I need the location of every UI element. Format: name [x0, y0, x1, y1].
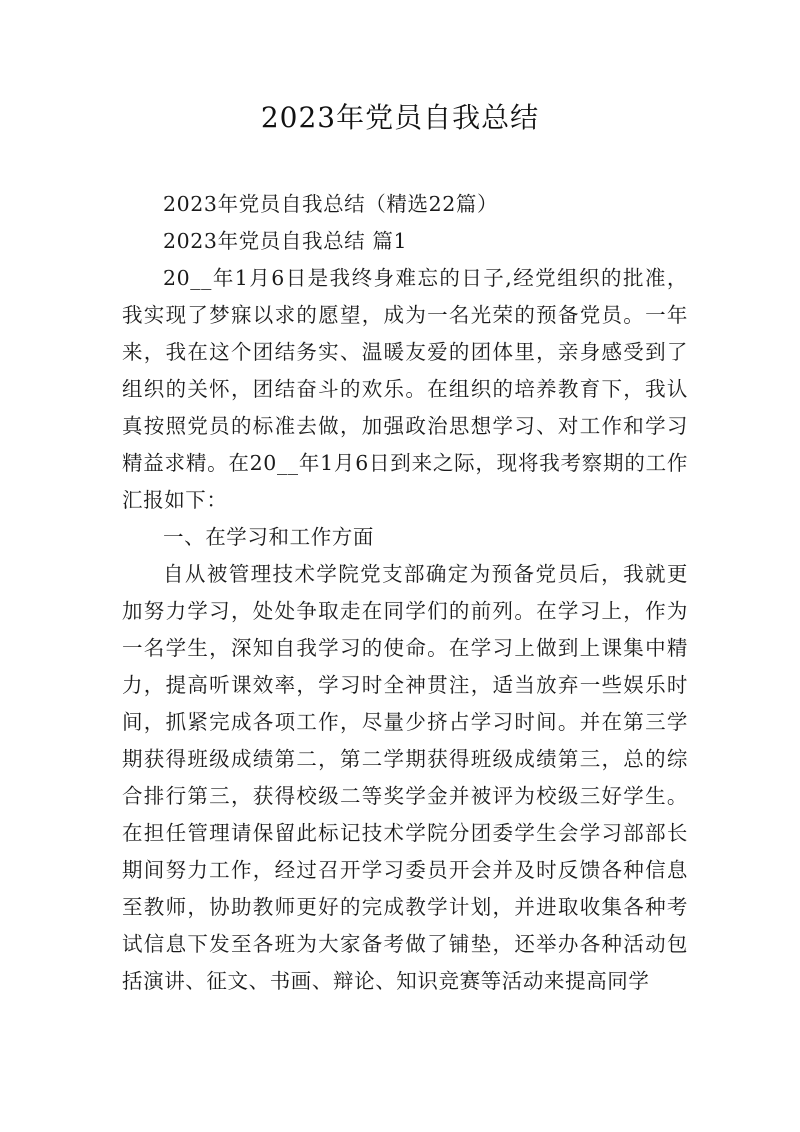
chapter-heading: 2023年党员自我总结 篇1	[163, 229, 408, 253]
paragraph-study-work: 自从被管理技术学院党支部确定为预备党员后，我就更加努力学习，处处争取走在同学们的前列。在学习上，作为一名学生，深知自我学习的使命。在学习上做到上课集中精力，提高听课效率，学习时全神贯注，适当放弃一些娱乐时间，抓紧完成各项工作，尽量少挤占学习时间。并在第三学期获得班级成绩第二，第二学期获得班级成绩第三，总的综合排行第三，获得校级二等奖学金并被评为校级三好学生。在担任管理请保留此标记技术学院分团委学生会学习部部长期间努力工作，经过召开学习委员开会并及时反馈各种信息至教师，协助教师更好的完成教学计划，并进取收集各种考试信息下发至各班为大家备考做了铺垫，还举办各种活动包括演讲、征文、书画、辩论、知识竞赛等活动来提高同学	[122, 562, 688, 993]
document-title: 2023年党员自我总结	[260, 101, 540, 134]
section-heading: 一、在学习和工作方面	[163, 525, 374, 549]
document-body	[122, 186, 688, 1000]
document-subtitle: 2023年党员自我总结（精选22篇）	[163, 192, 499, 216]
paragraph-intro: 20__年1月6日是我终身难忘的日子,经党组织的批准，我实现了梦寐以求的愿望，成为一名光荣的预备党员。一年来，我在这个团结务实、温暖友爱的团体里，亲身感受到了组织的关怀，团结奋斗的欢乐。在组织的培养教育下，我认真按照党员的标准去做，加强政治思想学习、对工作和学习精益求精。在20__年1月6日到来之际，现将我考察期的工作汇报如下：	[122, 266, 688, 512]
